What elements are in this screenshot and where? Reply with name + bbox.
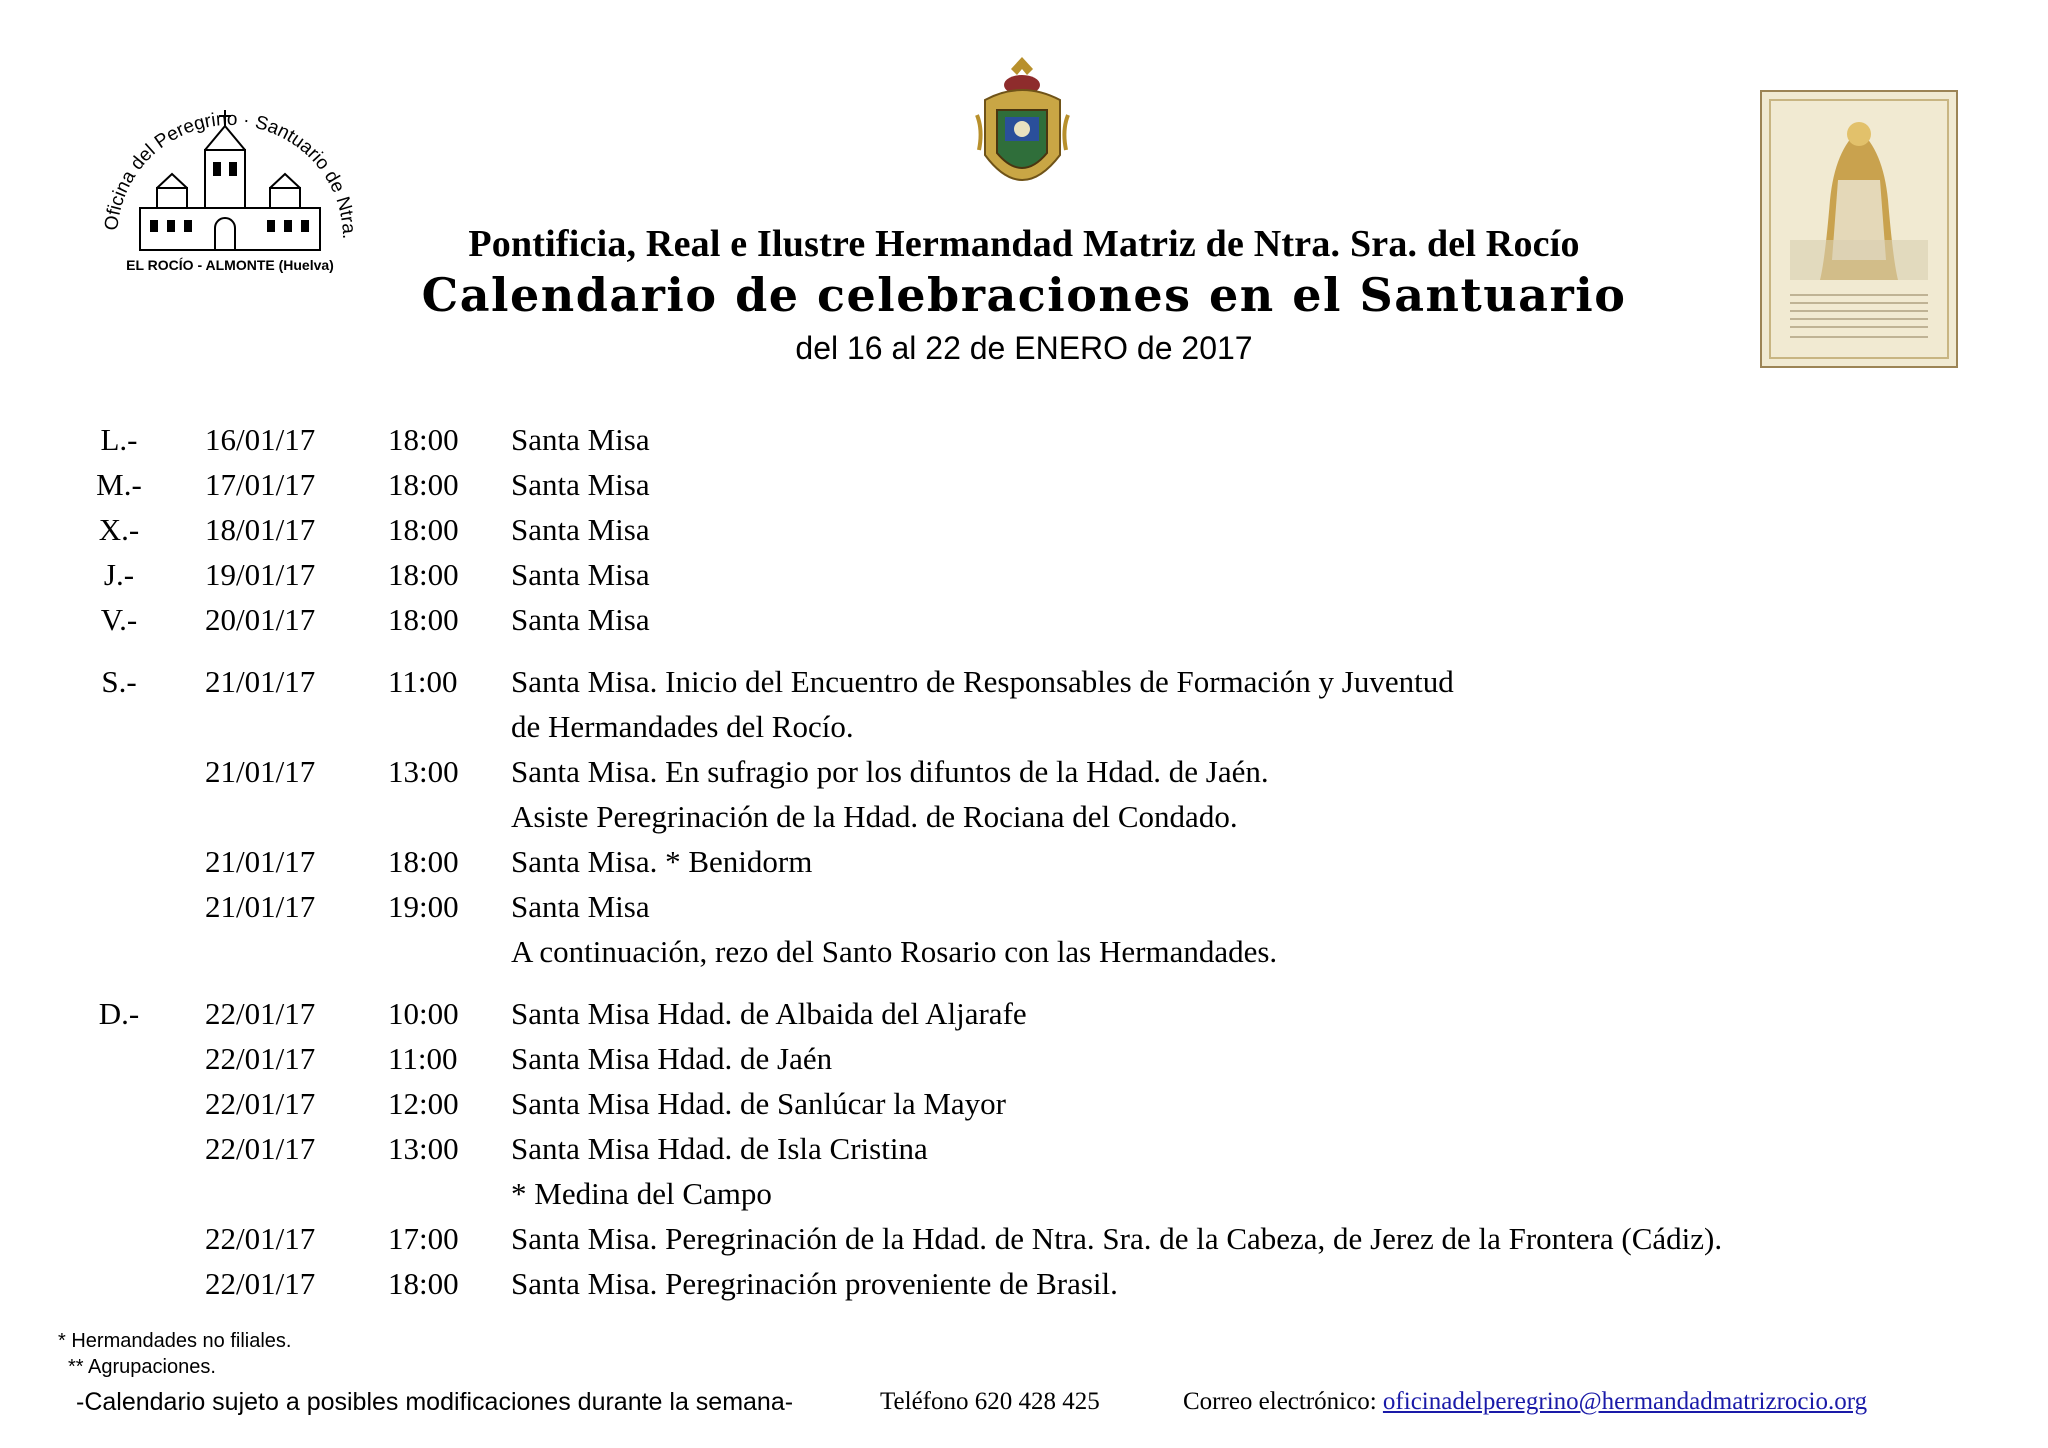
date: 18/01/17: [205, 512, 316, 547]
time: 18:00: [388, 512, 459, 547]
weekday: M.-: [96, 467, 142, 502]
time: 18:00: [388, 844, 459, 879]
celebration: Santa Misa: [511, 602, 650, 637]
email-link[interactable]: oficinadelperegrino@hermandadmatrizrocio.org: [1382, 1388, 1868, 1415]
schedule-row: [0, 467, 2048, 511]
date: 17/01/17: [205, 467, 316, 502]
weekday: S.-: [101, 664, 137, 699]
time: 13:00: [388, 1131, 459, 1166]
time: 17:00: [388, 1221, 459, 1256]
schedule-row: [0, 754, 2048, 798]
date: 22/01/17: [205, 1041, 316, 1076]
date: 22/01/17: [205, 1086, 316, 1121]
celebration: Santa Misa Hdad. de Isla Cristina: [511, 1131, 928, 1166]
schedule-row: [0, 664, 2048, 708]
time: 12:00: [388, 1086, 459, 1121]
celebration: de Hermandades del Rocío.: [511, 709, 854, 744]
schedule-row-continuation: [0, 1176, 2048, 1220]
celebration: Santa Misa: [511, 889, 650, 924]
schedule-row: [0, 422, 2048, 466]
celebration: Santa Misa Hdad. de Sanlúcar la Mayor: [511, 1086, 1007, 1121]
celebration: Santa Misa: [511, 422, 650, 457]
time: 18:00: [388, 422, 459, 457]
schedule-row-continuation: [0, 709, 2048, 753]
date-range-subtitle: del 16 al 22 de ENERO de 2017: [795, 330, 1253, 366]
schedule-row: [0, 1266, 2048, 1310]
date: 21/01/17: [205, 664, 316, 699]
weekday: D.-: [98, 996, 140, 1031]
weekday: V.-: [100, 602, 138, 637]
time: 18:00: [388, 602, 459, 637]
schedule-row: [0, 557, 2048, 601]
time: 11:00: [388, 1041, 458, 1076]
celebration: Santa Misa: [511, 467, 650, 502]
celebration: Santa Misa: [511, 512, 650, 547]
time: 10:00: [388, 996, 459, 1031]
celebration: A continuación, rezo del Santo Rosario con las Hermandades.: [511, 934, 1278, 969]
weekday: X.-: [98, 512, 140, 547]
date: 16/01/17: [205, 422, 316, 457]
date: 22/01/17: [205, 996, 316, 1031]
time: 13:00: [388, 754, 459, 789]
schedule-row: [0, 1131, 2048, 1175]
celebration: Santa Misa: [511, 557, 650, 592]
date: 20/01/17: [205, 602, 316, 637]
celebration: Santa Misa. En sufragio por los difuntos de la Hdad. de Jaén.: [511, 754, 1269, 789]
schedule-row: [0, 996, 2048, 1040]
time: 18:00: [388, 1266, 459, 1301]
disclaimer: -Calendario sujeto a posibles modificaciones durante la semana-: [76, 1388, 794, 1416]
celebration: * Medina del Campo: [511, 1176, 772, 1211]
svg-text:EL ROCÍO - ALMONTE (Huelva): EL ROCÍO - ALMONTE (Huelva): [126, 257, 334, 273]
schedule-row: [0, 844, 2048, 888]
celebration: Santa Misa. Peregrinación de la Hdad. de Ntra. Sra. de la Cabeza, de Jerez de la Frontera (Cádiz).: [511, 1221, 1723, 1256]
schedule-row: [0, 1041, 2048, 1085]
schedule-row: [0, 889, 2048, 933]
celebration: Santa Misa Hdad. de Jaén: [511, 1041, 833, 1076]
date: 21/01/17: [205, 844, 316, 879]
page-title: Calendario de celebraciones en el Santuario: [421, 268, 1627, 322]
date: 22/01/17: [205, 1221, 316, 1256]
footnote-agrupaciones: ** Agrupaciones.: [68, 1356, 216, 1378]
date: 19/01/17: [205, 557, 316, 592]
phone: Teléfono 620 428 425: [880, 1388, 1100, 1415]
schedule-row: [0, 1086, 2048, 1130]
schedule-row: [0, 602, 2048, 646]
svg-text:Oficina del Peregrino · Santua: Oficina del Peregrino · Santuario de Ntra.: [101, 108, 360, 240]
schedule-row-continuation: [0, 799, 2048, 843]
footnote-filiales: * Hermandades no filiales.: [58, 1330, 292, 1352]
date: 21/01/17: [205, 754, 316, 789]
celebration: Santa Misa. Peregrinación proveniente de Brasil.: [511, 1266, 1118, 1301]
time: 18:00: [388, 557, 459, 592]
celebration: Santa Misa Hdad. de Albaida del Aljarafe: [511, 996, 1027, 1031]
hermandad-crest-icon: [975, 55, 1070, 205]
schedule-row: [0, 512, 2048, 556]
date: 21/01/17: [205, 889, 316, 924]
date: 22/01/17: [205, 1266, 316, 1301]
organization-name: Pontificia, Real e Ilustre Hermandad Matriz de Ntra. Sra. del Rocío: [468, 223, 1580, 265]
weekday: J.-: [103, 557, 135, 592]
time: 19:00: [388, 889, 459, 924]
schedule-row-continuation: [0, 934, 2048, 978]
time: 18:00: [388, 467, 459, 502]
celebration: Asiste Peregrinación de la Hdad. de Rociana del Condado.: [511, 799, 1238, 834]
email-label: Correo electrónico:: [1183, 1388, 1377, 1415]
time: 11:00: [388, 664, 458, 699]
email-contact: [1183, 1388, 1867, 1416]
schedule-row: [0, 1221, 2048, 1265]
celebration: Santa Misa. Inicio del Encuentro de Responsables de Formación y Juventud: [511, 664, 1454, 699]
date: 22/01/17: [205, 1131, 316, 1166]
weekday: L.-: [100, 422, 138, 457]
celebration: Santa Misa. * Benidorm: [511, 844, 813, 879]
